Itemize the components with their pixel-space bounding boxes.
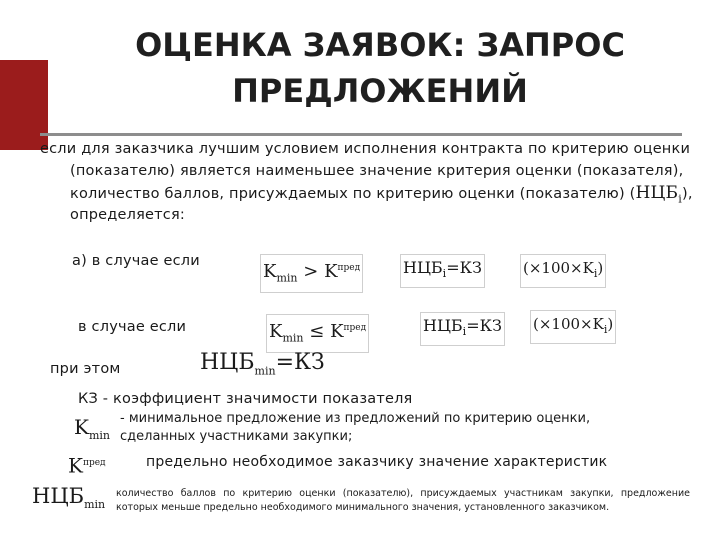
case-a-multiplier: $(\times 100\times K_i)$ (520, 254, 606, 288)
kpred-definition: предельно необходимое заказчику значение характеристик (146, 454, 608, 470)
case-b-multiplier: $(\times 100\times K_i)$ (530, 310, 616, 344)
page-title (60, 22, 700, 114)
ncb-i-symbol: $НЦБ_i$ (635, 183, 682, 206)
divider (40, 133, 682, 136)
kmin-definition-1: - минимальное предложение из предложений по критерию оценки, (120, 411, 591, 426)
kpred-symbol: $K^{пред}$ (68, 453, 106, 478)
case-b-label: в случае если (78, 319, 187, 335)
accent-bar (0, 60, 48, 150)
meanwhile-label: при этом (50, 361, 121, 377)
case-a-label: а) в случае если (72, 253, 200, 269)
para-line-4: определяется: (70, 207, 185, 223)
ncbmin-symbol: $НЦБ_{min}$ (32, 484, 106, 512)
para-line-3-text: количество баллов, присуждаемых по критерию оценки (показателю) ( (70, 186, 636, 202)
case-b-condition: $K_{min} \le K^{пред}$ (266, 314, 369, 353)
case-b-formula: $НЦБ_i=КЗ$ (420, 312, 505, 346)
para-line-2: (показателю) является наименьшее значение критерия оценки (показателя), (70, 163, 684, 179)
case-a-formula: $НЦБ_i=КЗ$ (400, 254, 485, 288)
para-line-3-end: ), (681, 186, 693, 202)
title-line-1: ОЦЕНКА ЗАЯВОК: ЗАПРОС (135, 26, 625, 64)
para-line-1: если для заказчика лучшим условием исполнения контракта по критерию оценки (40, 141, 691, 157)
kmin-symbol: $K_{min}$ (74, 415, 110, 442)
ncbmin-definition: количество баллов по критерию оценки (показателю), присуждаемых участникам закупки, предложение которых меньше предельно необходимого минимального значения, установленного заказчиком. (116, 488, 690, 513)
case-a-condition: $K_{min} > K^{пред}$ (260, 254, 363, 293)
kmin-definition-2: сделанных участниками закупки; (120, 429, 353, 444)
ncbmin-equals-kz: $НЦБ_{min}=КЗ$ (200, 350, 325, 378)
title-line-2: ПРЕДЛОЖЕНИЙ (232, 72, 528, 110)
kz-definition: КЗ - коэффициент значимости показателя (78, 391, 413, 407)
